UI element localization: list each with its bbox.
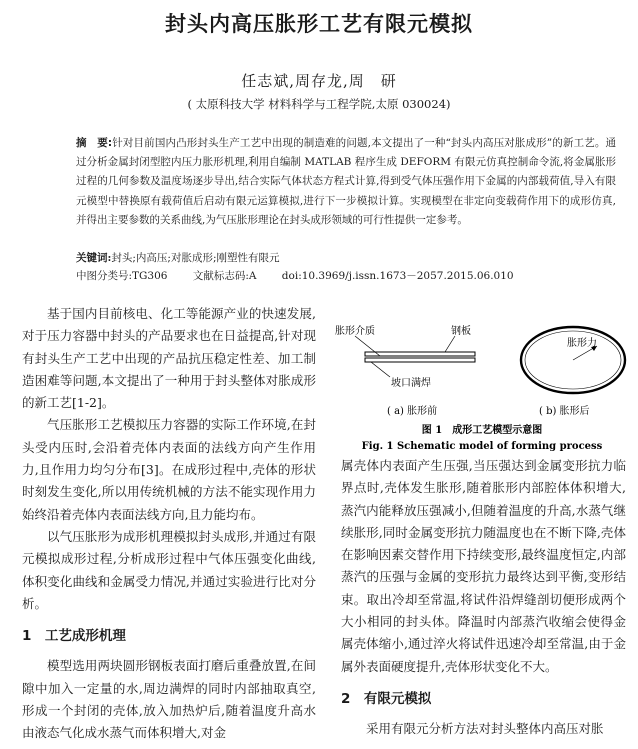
label-medium: 胀形介质	[335, 326, 375, 337]
section-heading-2: 2 有限元模拟	[341, 690, 432, 707]
abstract-text: 针对目前国内凸形封头生产工艺中出现的制造难的问题,本文提出了一种“封头内高压对胀成形”的新工艺。通过分析金属封闭型腔内压力胀形机理,利用自编制 MATLAB 程序生成 DEFORM 有限元仿真控制命令流,将金属胀形过程的几何参数及温度场逐步导出,结合实际气体状态方程式计算,得到受气体压强作用下金属的内部载荷值,导入有限元模型中替换原有载荷值后启动有限元运算模拟,进行下一步模拟计算。实现模型在非定向变载荷作用下的成形仿真,并得出主要参数的关系曲线,为气压胀形理论在封头成形领域的可行性提供一定参考。	[76, 137, 616, 226]
paragraph: 基于国内目前核电、化工等能源产业的快速发展,对于压力容器中封头的产品要求也在日益提高,针对现有封头生产工艺中出现的产品抗压稳定性差、加工制造困难等问题,本文提出了一种用于封头整体对胀成形的新工艺[1-2]。	[22, 306, 316, 411]
figure-1-diagram	[335, 322, 630, 454]
figure-caption-cn: 图 1 成形工艺模型示意图	[421, 425, 543, 436]
paragraph: 采用有限元分析方法对封头整体内高压对胀	[366, 721, 604, 737]
right-column	[341, 455, 626, 741]
paragraph: 属壳体内表面产生压强,当压强达到金属变形抗力临界点时,壳体发生胀形,随着胀形内部腔体体积增大,蒸汽内能释放压强减小,但随着温度的升高,水蒸气继续胀形,同时金属变形抗力随温度也在不断下降,壳体在影响因素交替作用下持续变形,最终温度恒定,内部蒸汽的压强与金属的变形抗力最终达到平衡,变形结束。取出冷却至常温,将试件沿焊缝剖切便形成两个大小相同的封头体。降温时内部蒸汽收缩会使得金属壳体缩小,通过淬火将试件迅速冷却至常温,由于金属外表面硬度提升,壳体形状变化不大。	[341, 458, 626, 674]
paragraph: 气压胀形工艺模拟压力容器的实际工作环境,在封头受内压时,会沿着壳体内表面的法线方向产生作用力,且作用力均匀分布[3]。在成形过程中,壳体的形状时刻发生变化,所以用传统机械的方法不能实现作用力始终沿着壳体内表面法线方向,且力能均布。	[22, 417, 316, 522]
label-weld: 坡口满焊	[391, 378, 431, 389]
abstract	[76, 134, 616, 230]
subfigure-a-label: ( a) 胀形前	[387, 406, 438, 417]
document-code: 文献标志码:A	[192, 270, 257, 282]
label-force: 胀形力	[567, 338, 597, 349]
affiliation: ( 太原科技大学 材料科学与工程学院,太原 030024)	[187, 97, 451, 111]
abstract-label: 摘 要:	[76, 137, 113, 149]
keywords-text: 封头;内高压;对胀成形;刚塑性有限元	[111, 252, 280, 264]
classification-line	[76, 268, 616, 283]
figure-caption-en: Fig. 1 Schematic model of forming process	[361, 441, 603, 452]
doi: doi:10.3969/j.issn.1673－2057.2015.06.010	[281, 270, 514, 282]
paragraph: 模型选用两块圆形钢板表面打磨后重叠放置,在间隙中加入一定量的水,周边满焊的同时内部抽取真空,形成一个封闭的壳体,放入加热炉后,随着温度升高水由液态气化成水蒸气而体积增大,对金	[22, 658, 316, 741]
authors: 任志斌,周存龙,周 研	[241, 72, 397, 90]
keywords-label: 关键词:	[76, 252, 112, 264]
flat-plates-diagram	[335, 324, 475, 389]
section-heading-1: 1 工艺成形机理	[22, 628, 126, 645]
keywords	[76, 250, 280, 265]
subfigure-b-label: ( b) 胀形后	[539, 406, 590, 417]
label-plate: 钢板	[451, 326, 471, 337]
left-column	[22, 303, 316, 745]
expanded-shell-diagram	[521, 327, 625, 393]
paragraph: 以气压胀形为成形机理模拟封头成形,并通过有限元模拟成形过程,分析成形过程中气体压强变化曲线,体积变化曲线和金属受力情况,并通过实验进行比对分析。	[22, 528, 316, 611]
paper-title: 封头内高压胀形工艺有限元模拟	[165, 12, 473, 36]
clc-number: 中图分类号:TG306	[76, 270, 168, 282]
